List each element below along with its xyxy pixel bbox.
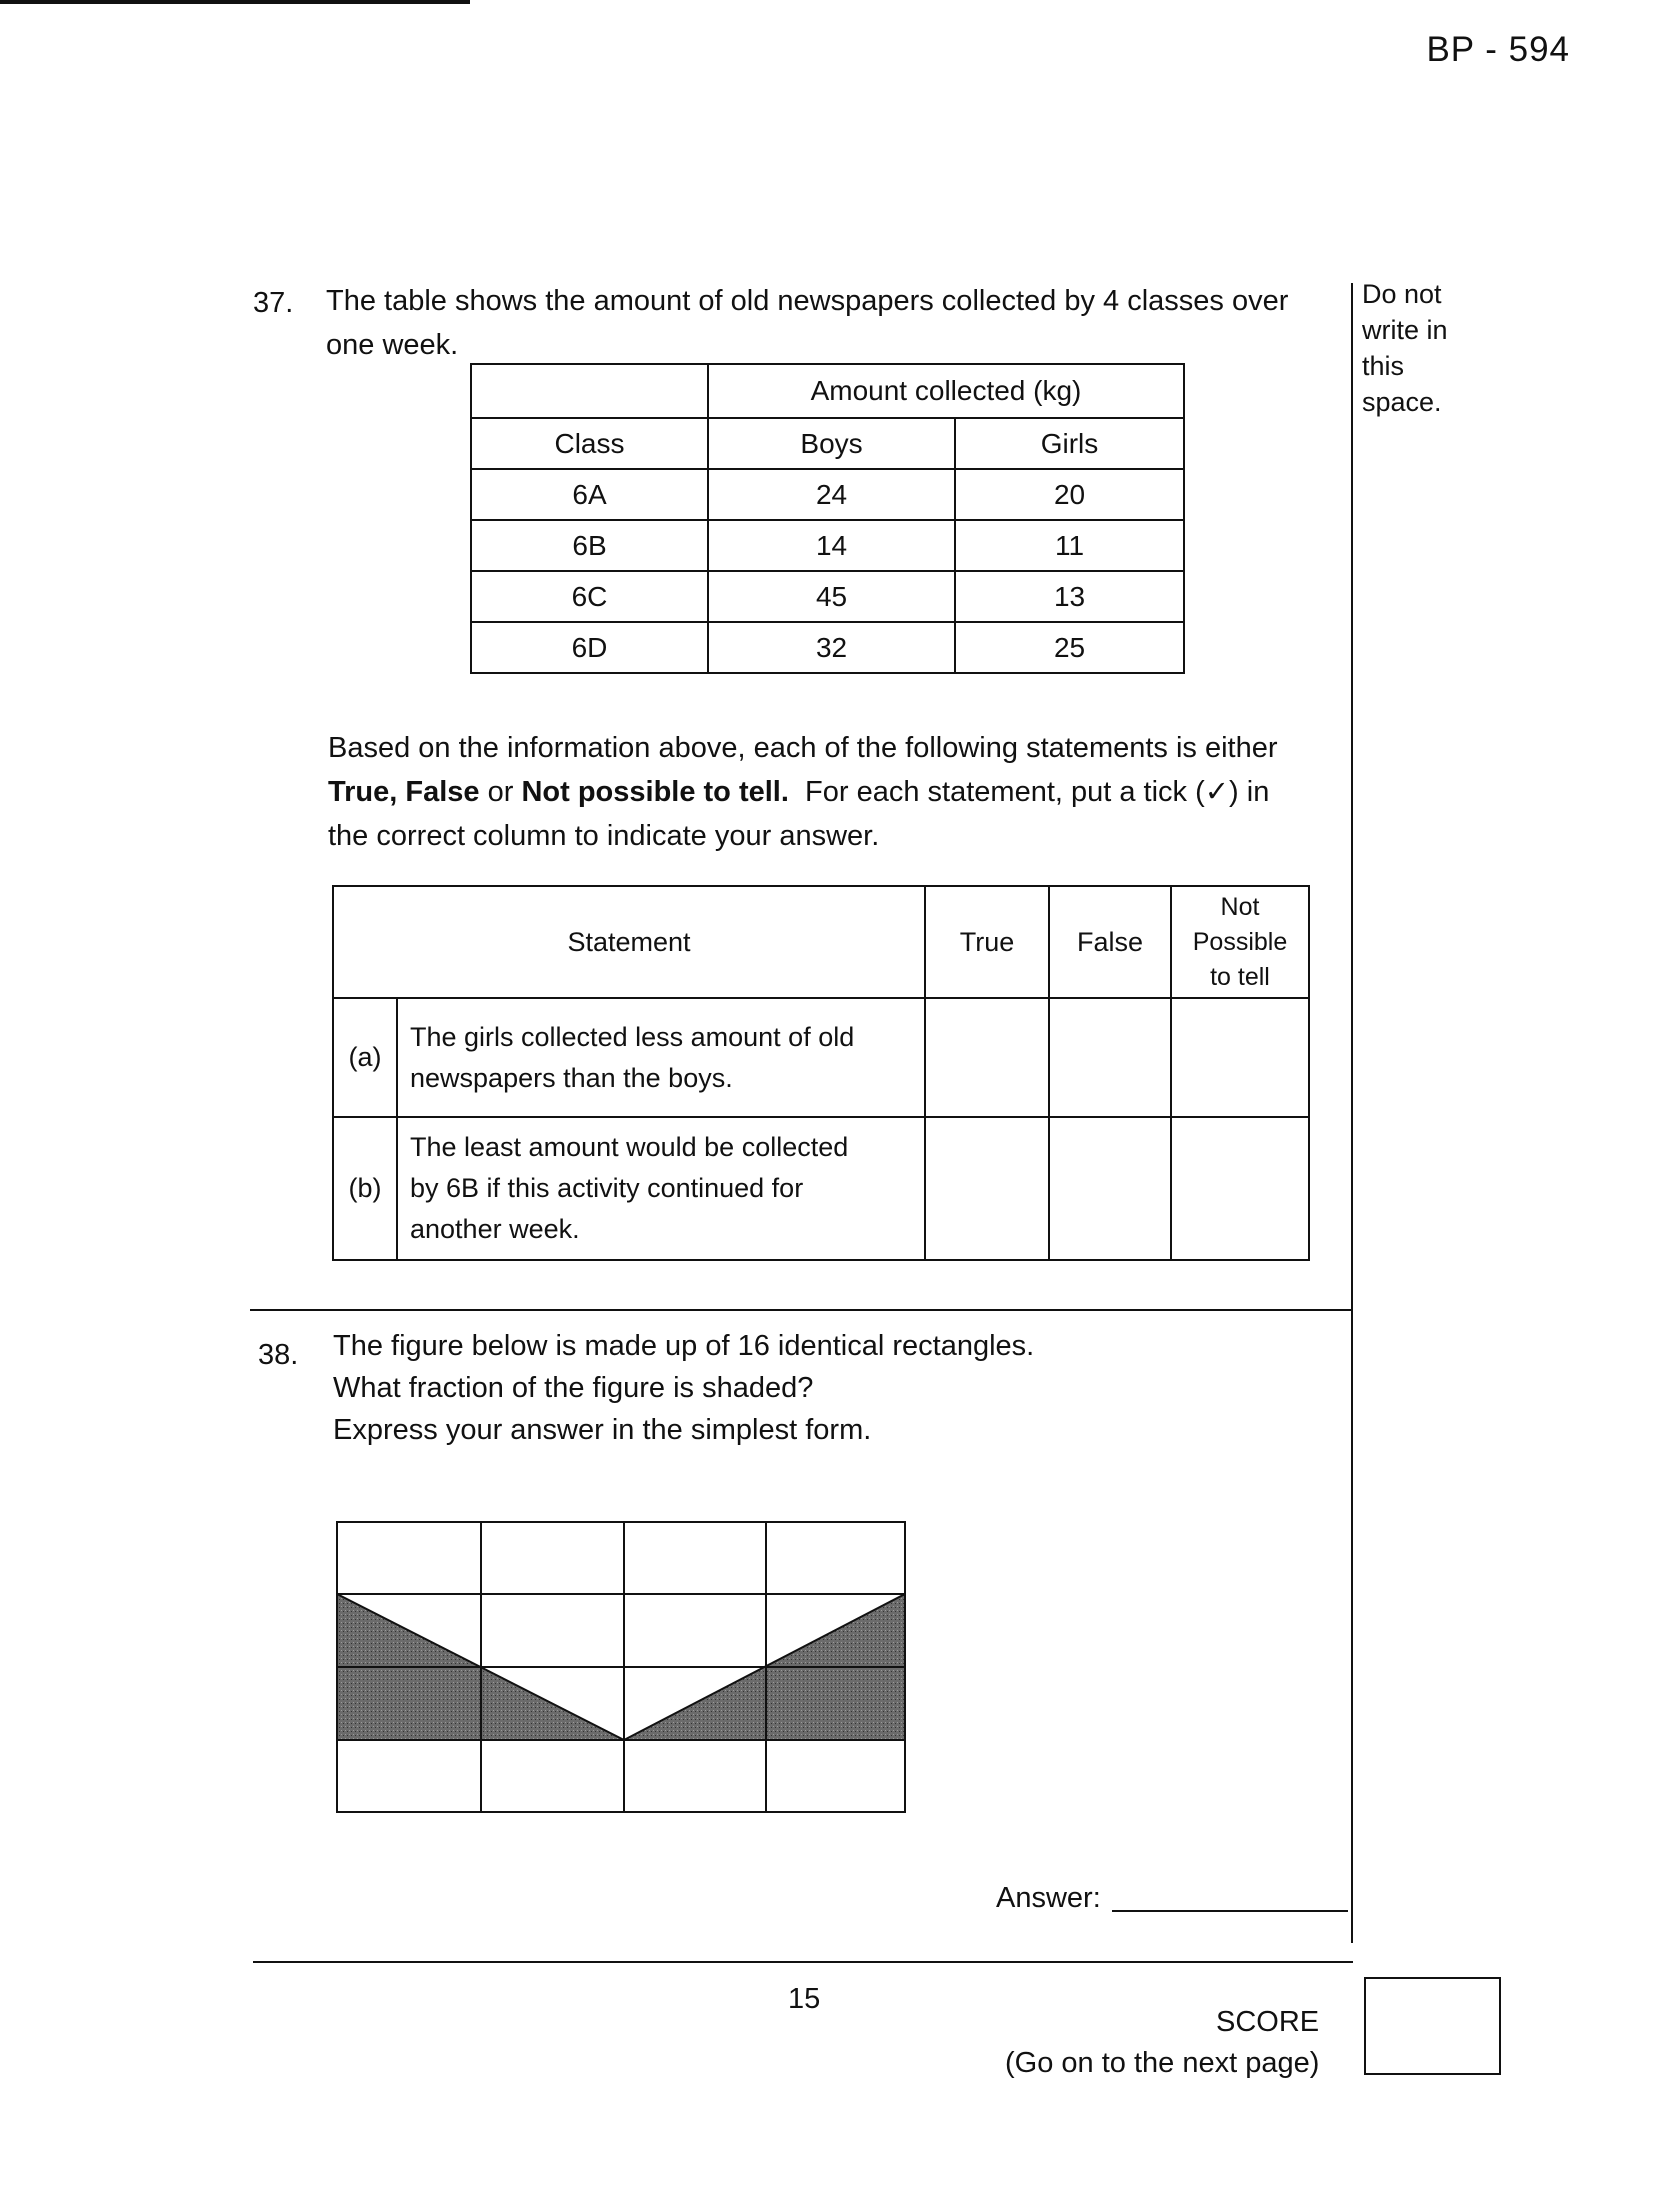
q37-divider bbox=[250, 1309, 1353, 1311]
table-cell: 13 bbox=[955, 571, 1184, 622]
score-label: SCORE bbox=[1216, 2006, 1320, 2038]
rectangle-figure bbox=[336, 1521, 906, 1813]
table-cell: 14 bbox=[708, 520, 955, 571]
table-cell: 6B bbox=[471, 520, 708, 571]
statement-row bbox=[333, 998, 1309, 1117]
statement-line: The least amount would be collected bbox=[410, 1132, 849, 1162]
q37-instructions bbox=[328, 726, 1278, 858]
tick-cell-true[interactable] bbox=[925, 998, 1049, 1117]
npt-keyword: Not possible to tell. bbox=[521, 776, 789, 808]
npt-header-line: Not bbox=[1220, 892, 1260, 921]
statement-header-row bbox=[333, 886, 1309, 998]
q38-number: 38. bbox=[258, 1339, 299, 1371]
column-header: Boys bbox=[708, 418, 955, 469]
false-header: False bbox=[1049, 886, 1171, 998]
tick-cell-false[interactable] bbox=[1049, 998, 1171, 1117]
q38-line: The figure below is made up of 16 identical rectangles. bbox=[333, 1330, 1035, 1362]
q37-intro-line: The table shows the amount of old newspapers collected by 4 classes over bbox=[326, 285, 1289, 317]
statement-row bbox=[333, 1117, 1309, 1260]
tick-cell-false[interactable] bbox=[1049, 1117, 1171, 1260]
answer-label: Answer: bbox=[996, 1882, 1101, 1914]
table-header-row bbox=[471, 418, 1184, 469]
margin-divider bbox=[1351, 283, 1353, 1943]
npt-header-line: to tell bbox=[1210, 962, 1270, 991]
q38-divider bbox=[253, 1961, 1353, 1963]
npt-header bbox=[1171, 886, 1309, 998]
table-row bbox=[471, 622, 1184, 673]
instruction-line: Based on the information above, each of the following statements is either bbox=[328, 732, 1278, 764]
margin-note-line: this bbox=[1362, 351, 1405, 381]
q37-intro bbox=[326, 279, 1288, 367]
statement-header: Statement bbox=[333, 886, 925, 998]
q38-text bbox=[333, 1325, 1034, 1451]
table-cell: 25 bbox=[955, 622, 1184, 673]
q37-intro-line: one week. bbox=[326, 329, 459, 361]
next-page-note: (Go on to the next page) bbox=[1005, 2047, 1320, 2079]
column-header: Girls bbox=[955, 418, 1184, 469]
or-word: or bbox=[479, 776, 522, 808]
q38-line: What fraction of the figure is shaded? bbox=[333, 1372, 814, 1404]
true-keyword: True, bbox=[328, 776, 398, 808]
true-header: True bbox=[925, 886, 1049, 998]
table-cell: 32 bbox=[708, 622, 955, 673]
tick-cell-true[interactable] bbox=[925, 1117, 1049, 1260]
statement-line: newspapers than the boys. bbox=[410, 1062, 733, 1093]
table-cell: 6A bbox=[471, 469, 708, 520]
statement-label: (a) bbox=[333, 998, 397, 1117]
table-cell: 45 bbox=[708, 571, 955, 622]
table-cell: 24 bbox=[708, 469, 955, 520]
margin-note-line: space. bbox=[1362, 387, 1442, 417]
page-number: 15 bbox=[788, 1983, 821, 2015]
table-cell: 6C bbox=[471, 571, 708, 622]
instruction-line: the correct column to indicate your answer. bbox=[328, 820, 880, 852]
column-header: Class bbox=[471, 418, 708, 469]
statement-table bbox=[332, 885, 1310, 1261]
score-box[interactable] bbox=[1364, 1977, 1501, 2075]
table-row bbox=[471, 571, 1184, 622]
table-row bbox=[471, 469, 1184, 520]
table-corner-cell bbox=[471, 364, 708, 418]
margin-note bbox=[1362, 276, 1448, 420]
instruction-tail: For each statement, put a tick (✓) in bbox=[788, 776, 1270, 808]
table-cell: 20 bbox=[955, 469, 1184, 520]
statement-line: The girls collected less amount of old bbox=[410, 1021, 855, 1052]
table-cell: 6D bbox=[471, 622, 708, 673]
false-keyword: False bbox=[405, 776, 480, 808]
margin-note-line: write in bbox=[1362, 315, 1448, 345]
grid-lines bbox=[337, 1522, 905, 1812]
statement-label: (b) bbox=[333, 1117, 397, 1260]
q37-number: 37. bbox=[253, 287, 294, 319]
instruction-line bbox=[328, 770, 1278, 814]
top-edge-mark bbox=[0, 0, 470, 4]
table-cell: 11 bbox=[955, 520, 1184, 571]
statement-line: by 6B if this activity continued for bbox=[410, 1173, 804, 1203]
npt-header-line: Possible bbox=[1192, 927, 1288, 956]
table-header-row bbox=[471, 364, 1184, 418]
q38-line: Express your answer in the simplest form. bbox=[333, 1414, 872, 1446]
paper-code: BP - 594 bbox=[1426, 30, 1570, 69]
statement-text bbox=[397, 998, 925, 1117]
table-row bbox=[471, 520, 1184, 571]
answer-line[interactable] bbox=[1112, 1910, 1348, 1912]
newspaper-table bbox=[470, 363, 1185, 674]
tick-cell-npt[interactable] bbox=[1171, 998, 1309, 1117]
group-header: Amount collected (kg) bbox=[708, 364, 1184, 418]
tick-cell-npt[interactable] bbox=[1171, 1117, 1309, 1260]
margin-note-line: Do not bbox=[1362, 279, 1442, 309]
statement-line: another week. bbox=[410, 1214, 580, 1244]
statement-text bbox=[397, 1117, 925, 1260]
